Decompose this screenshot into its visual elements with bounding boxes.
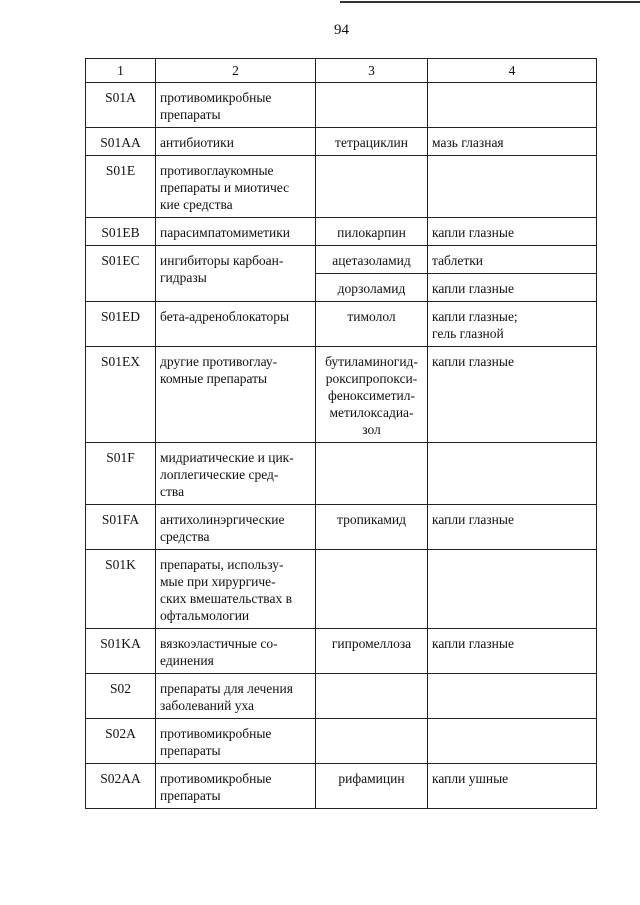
group-name-cell: препараты, использу- мые при хирургиче- ских вмешательствах в офтальмологии: [156, 550, 316, 629]
table-row: [86, 246, 597, 274]
dosage-form-cell: [428, 443, 597, 505]
table-row: [86, 128, 597, 156]
drug-name-cell: [316, 443, 428, 505]
drug-name-cell: тропикамид: [316, 505, 428, 550]
group-name-cell: парасимпатомиметики: [156, 218, 316, 246]
atc-code-cell: S01FA: [86, 505, 156, 550]
header-cell-3: 3: [316, 59, 428, 83]
group-name-cell: ингибиторы карбоан- гидразы: [156, 246, 316, 302]
atc-code-cell: S01ED: [86, 302, 156, 347]
atc-code-cell: S02A: [86, 719, 156, 764]
dosage-form-cell: [428, 83, 597, 128]
drug-name-cell: тетрациклин: [316, 128, 428, 156]
atc-code-cell: S01F: [86, 443, 156, 505]
dosage-form-cell: [428, 550, 597, 629]
table-row: [86, 83, 597, 128]
atc-code-cell: S01EX: [86, 347, 156, 443]
table-row: [86, 550, 597, 629]
drug-name-cell: рифамицин: [316, 764, 428, 809]
dosage-form-cell: капли глазные: [428, 629, 597, 674]
dosage-form-cell: капли ушные: [428, 764, 597, 809]
dosage-form-cell: таблетки: [428, 246, 597, 274]
table-row: [86, 629, 597, 674]
drug-name-cell: [316, 674, 428, 719]
dosage-form-cell: капли глазные: [428, 218, 597, 246]
group-name-cell: противоглаукомные препараты и миотичес кие средства: [156, 156, 316, 218]
header-cell-1: 1: [86, 59, 156, 83]
table-row: [86, 218, 597, 246]
table-row: [86, 443, 597, 505]
drug-name-cell: [316, 156, 428, 218]
group-name-cell: противомикробные препараты: [156, 764, 316, 809]
dosage-form-cell: мазь глазная: [428, 128, 597, 156]
drug-name-cell: бутиламиногид- роксипропокси- феноксиметил- метилоксадиа- зол: [316, 347, 428, 443]
atc-code-cell: S01AA: [86, 128, 156, 156]
table-row: [86, 302, 597, 347]
atc-code-cell: S01EC: [86, 246, 156, 302]
group-name-cell: другие противоглау- комные препараты: [156, 347, 316, 443]
drug-table: [85, 58, 597, 809]
drug-name-cell: [316, 83, 428, 128]
atc-code-cell: S01A: [86, 83, 156, 128]
group-name-cell: бета-адреноблокаторы: [156, 302, 316, 347]
table-row: [86, 719, 597, 764]
group-name-cell: антихолинэргические средства: [156, 505, 316, 550]
group-name-cell: противомикробные препараты: [156, 83, 316, 128]
atc-code-cell: S02: [86, 674, 156, 719]
table-row: [86, 505, 597, 550]
drug-name-cell: [316, 550, 428, 629]
page-number: 94: [334, 22, 349, 38]
atc-code-cell: S01KA: [86, 629, 156, 674]
atc-code-cell: S01K: [86, 550, 156, 629]
dosage-form-cell: капли глазные; гель глазной: [428, 302, 597, 347]
dosage-form-cell: [428, 156, 597, 218]
dosage-form-cell: капли глазные: [428, 274, 597, 302]
group-name-cell: антибиотики: [156, 128, 316, 156]
drug-name-cell: ацетазоламид: [316, 246, 428, 274]
dosage-form-cell: капли глазные: [428, 347, 597, 443]
header-cell-2: 2: [156, 59, 316, 83]
top-rule: [340, 1, 640, 3]
group-name-cell: препараты для лечения заболеваний уха: [156, 674, 316, 719]
group-name-cell: противомикробные препараты: [156, 719, 316, 764]
atc-code-cell: S02AA: [86, 764, 156, 809]
group-name-cell: вязкоэластичные со- единения: [156, 629, 316, 674]
table-row: [86, 347, 597, 443]
table-header-row: [86, 59, 597, 83]
table-row: [86, 764, 597, 809]
drug-name-cell: пилокарпин: [316, 218, 428, 246]
drug-name-cell: гипромеллоза: [316, 629, 428, 674]
drug-name-cell: тимолол: [316, 302, 428, 347]
atc-code-cell: S01EB: [86, 218, 156, 246]
dosage-form-cell: [428, 674, 597, 719]
atc-code-cell: S01E: [86, 156, 156, 218]
group-name-cell: мидриатические и цик- лоплегические сред- ства: [156, 443, 316, 505]
dosage-form-cell: [428, 719, 597, 764]
drug-name-cell: [316, 719, 428, 764]
dosage-form-cell: капли глазные: [428, 505, 597, 550]
table-row: [86, 674, 597, 719]
drug-name-cell: дорзоламид: [316, 274, 428, 302]
table-row: [86, 156, 597, 218]
header-cell-4: 4: [428, 59, 597, 83]
